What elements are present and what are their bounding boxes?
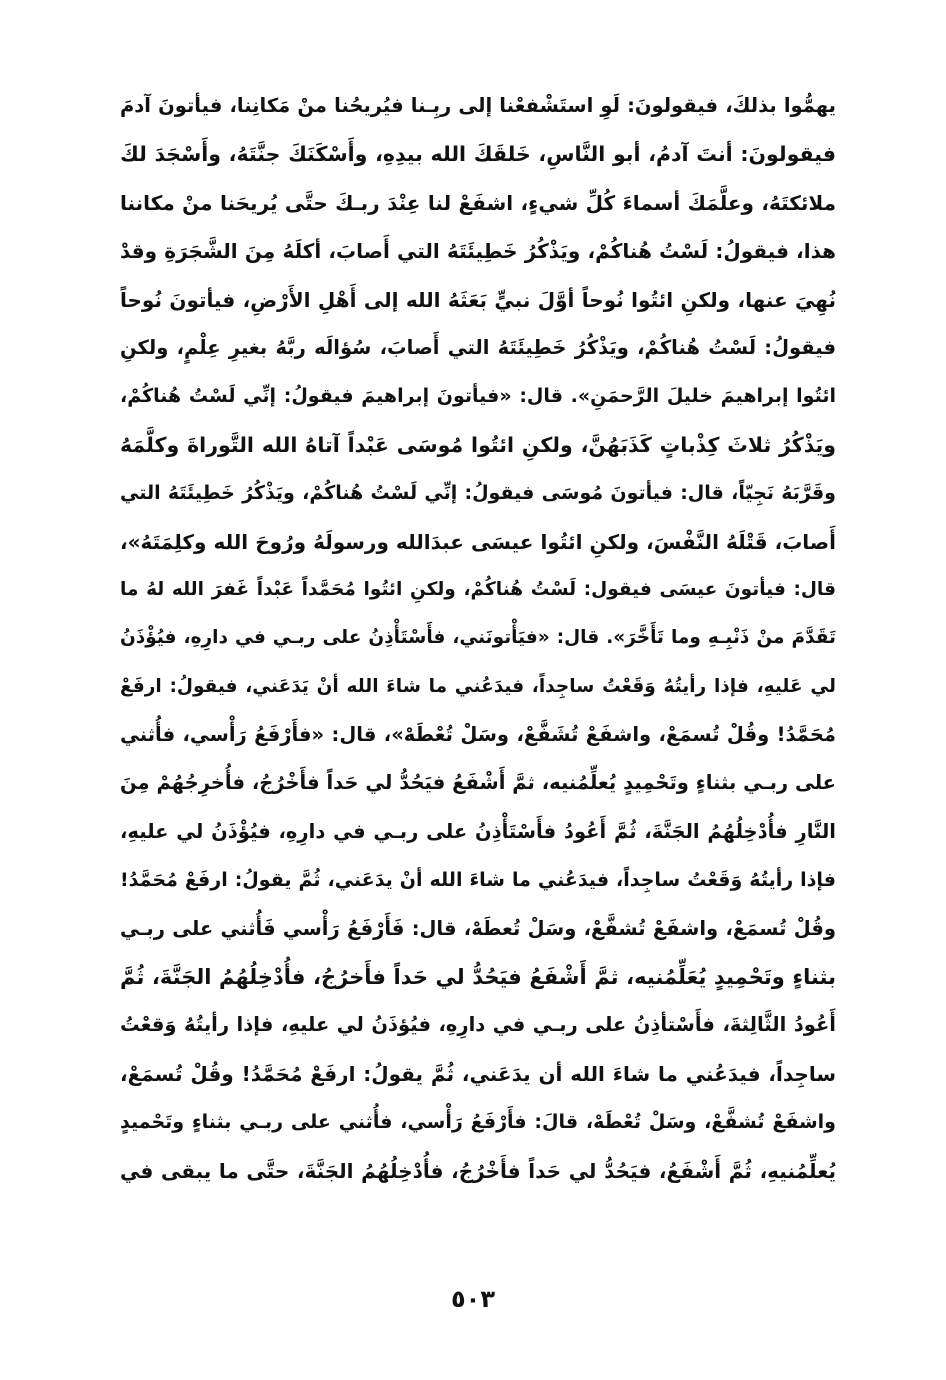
text-line: نُهِيَ عنها، ولكنِ ائتُوا نُوحاً أوَّلَ نبيٍّ بَعَثَهُ الله إلى أَهْلِ الأَرْضِ، فيأتونَ نُوحاً bbox=[120, 287, 836, 312]
text-line: على ربـي بثناءٍ وتَحْمِيدٍ يُعلِّمُنيه، ثمَّ أَشْفَعُ فيَحُدُّ لي حَداً فأَخْرُجُ، فأُخرِجُهُمْ مِنَ bbox=[120, 771, 836, 795]
body-text bbox=[120, 82, 836, 1195]
text-line: النَّارِ فأُدْخِلُهُمُ الجَنَّةَ، ثُمَّ أَعُودُ فأَسْتَأْذِنُ على ربـي في دارِهِ، فيُؤْذَنُ لي عليهِ، bbox=[120, 819, 836, 843]
text-line: يهمُّوا بذلكَ، فيقولونَ: لَوِ استَشْفعْنا إلى ربِـنا فيُريحُنا منْ مَكانِنا، فيأتونَ آدمَ bbox=[120, 94, 836, 117]
text-line: يُعلِّمُنيهِ، ثُمَّ أَشْفَعُ، فيَحُدُّ لي حَداً فأَخْرُجُ، فأُدْخِلُهُمُ الجَنَّةَ، حتَّى ما يبقى في bbox=[120, 1158, 836, 1183]
text-line: ائتُوا إبراهيمَ خليلَ الرَّحمَنِ». قال: «فيأتونَ إبراهيمَ فيقولُ: إنِّي لَسْتُ هُناكُمْ، bbox=[120, 385, 836, 408]
text-line: لي عَليهِ، فإذا رأيتُهُ وَقَعْتُ ساجِداً، فيدَعُني ما شاءَ الله أنْ يَدَعَني، فيقولُ: ارفَعْ bbox=[120, 675, 836, 697]
text-line: وقُلْ تُسمَعْ، واشفَعْ تُشفَّعْ، وسَلْ تُعطَهْ، قال: فَأَرْفَعُ رَأْسي فَأُثني على ربـي bbox=[120, 916, 836, 940]
text-line: مُحَمَّدُ! وقُلْ تُسمَعْ، واشفَعْ تُشَفَّعْ، وسَلْ تُعْطَهْ»، قال: «فأَرْفَعُ رَأْسي، فأُثني bbox=[120, 723, 836, 747]
text-line: هذا، فيقولُ: لَسْتُ هُناكُمْ، ويَذْكُرُ خَطِيئَتَهُ التي أَصابَ، أكلَهُ مِنَ الشَّجَرَةِ وقدْ bbox=[120, 239, 836, 264]
text-line: أَصابَ، قَتْلَهُ النَّفْسَ، ولكنِ ائتُوا عيسَى عبدَالله ورسولَهُ ورُوحَ الله وكلِمَتَهُ»، bbox=[120, 529, 836, 554]
text-line: ساجِداً، فيدَعُني ما شاءَ الله أن يدَعَني، ثُمَّ يقولُ: ارفَعْ مُحَمَّدُ! وقُلْ تُسمَعْ، bbox=[120, 1061, 836, 1086]
text-line: فيقولونَ: أنتَ آدمُ، أبو النَّاسِ، خَلقَكَ الله بيدِهِ، وأَسْكَنَكَ جنَّتَهُ، وأَسْجَدَ لكَ bbox=[120, 142, 836, 167]
text-line: ملائكتَهُ، وعلَّمَكَ أسماءَ كُلِّ شيءٍ، اشفَعْ لنا عِنْدَ ربـكَ حتَّى يُريحَنا منْ مكاننا bbox=[120, 190, 836, 215]
text-line: تَقَدَّمَ منْ ذَنْبِـهِ وما تَأَخَّرَ». قال: «فيَأْتونَني، فأَسْتَأْذِنُ على ربـي في دارِهِ، فيُؤْذَنُ bbox=[120, 627, 836, 649]
text-line: فيقولُ: لَسْتُ هُناكُمْ، ويَذْكُرُ خَطِيئَتَهُ التي أَصابَ، سُؤالَه ربَّهُ بغيرِ عِلْمٍ، ولكنِ bbox=[120, 335, 836, 359]
text-line: بثناءٍ وتَحْمِيدٍ يُعَلِّمُنيه، ثمَّ أَشْفَعُ فيَحُدُّ لي حَداً فأَخرُجُ، فأُدْخِلُهُمُ الجَنَّةَ، ثُمَّ bbox=[120, 965, 836, 990]
text-line: أَعُودُ الثَّالِثةَ، فأَسْتأذِنُ على ربـي في دارِهِ، فيُؤذَنُ لي عليهِ، فإذا رأيتُهُ وَقعْتُ bbox=[120, 1013, 836, 1037]
page-number: ٥٠٣ bbox=[451, 1285, 495, 1313]
text-line: فإذا رأيتُهُ وَقَعْتُ ساجِداً، فيدَعُني ما شاءَ الله أنْ يدَعَني، ثُمَّ يقولُ: ارفَعْ مُحَمَّدُ! bbox=[120, 869, 836, 892]
text-line: ويَذْكُرُ ثلاثَ كِذْباتٍ كَذَبَهُنَّ، ولكنِ ائتُوا مُوسَى عَبْداً آتاهُ الله التَّوراةَ وكلَّمَهُ bbox=[120, 432, 836, 457]
text-line: وقَرَّبَهُ نَجِيّاً، قال: فيأتونَ مُوسَى فيقولُ: إنِّي لَسْتُ هُناكُمْ، ويَذْكُرُ خَطِيئَتَهُ التي bbox=[120, 482, 836, 505]
text-line: واشفَعْ تُشفَّعْ، وسَلْ تُعْطَهْ، قالَ: فأَرْفَعُ رَأْسي، فأُثني على ربـي بثناءٍ وتَحْميدٍ bbox=[120, 1111, 836, 1134]
text-line: قال: فيأتونَ عيسَى فيقول: لَسْتُ هُناكُمْ، ولكنِ ائتُوا مُحَمَّداً عَبْداً غَفرَ الله لهُ ما bbox=[120, 578, 836, 600]
